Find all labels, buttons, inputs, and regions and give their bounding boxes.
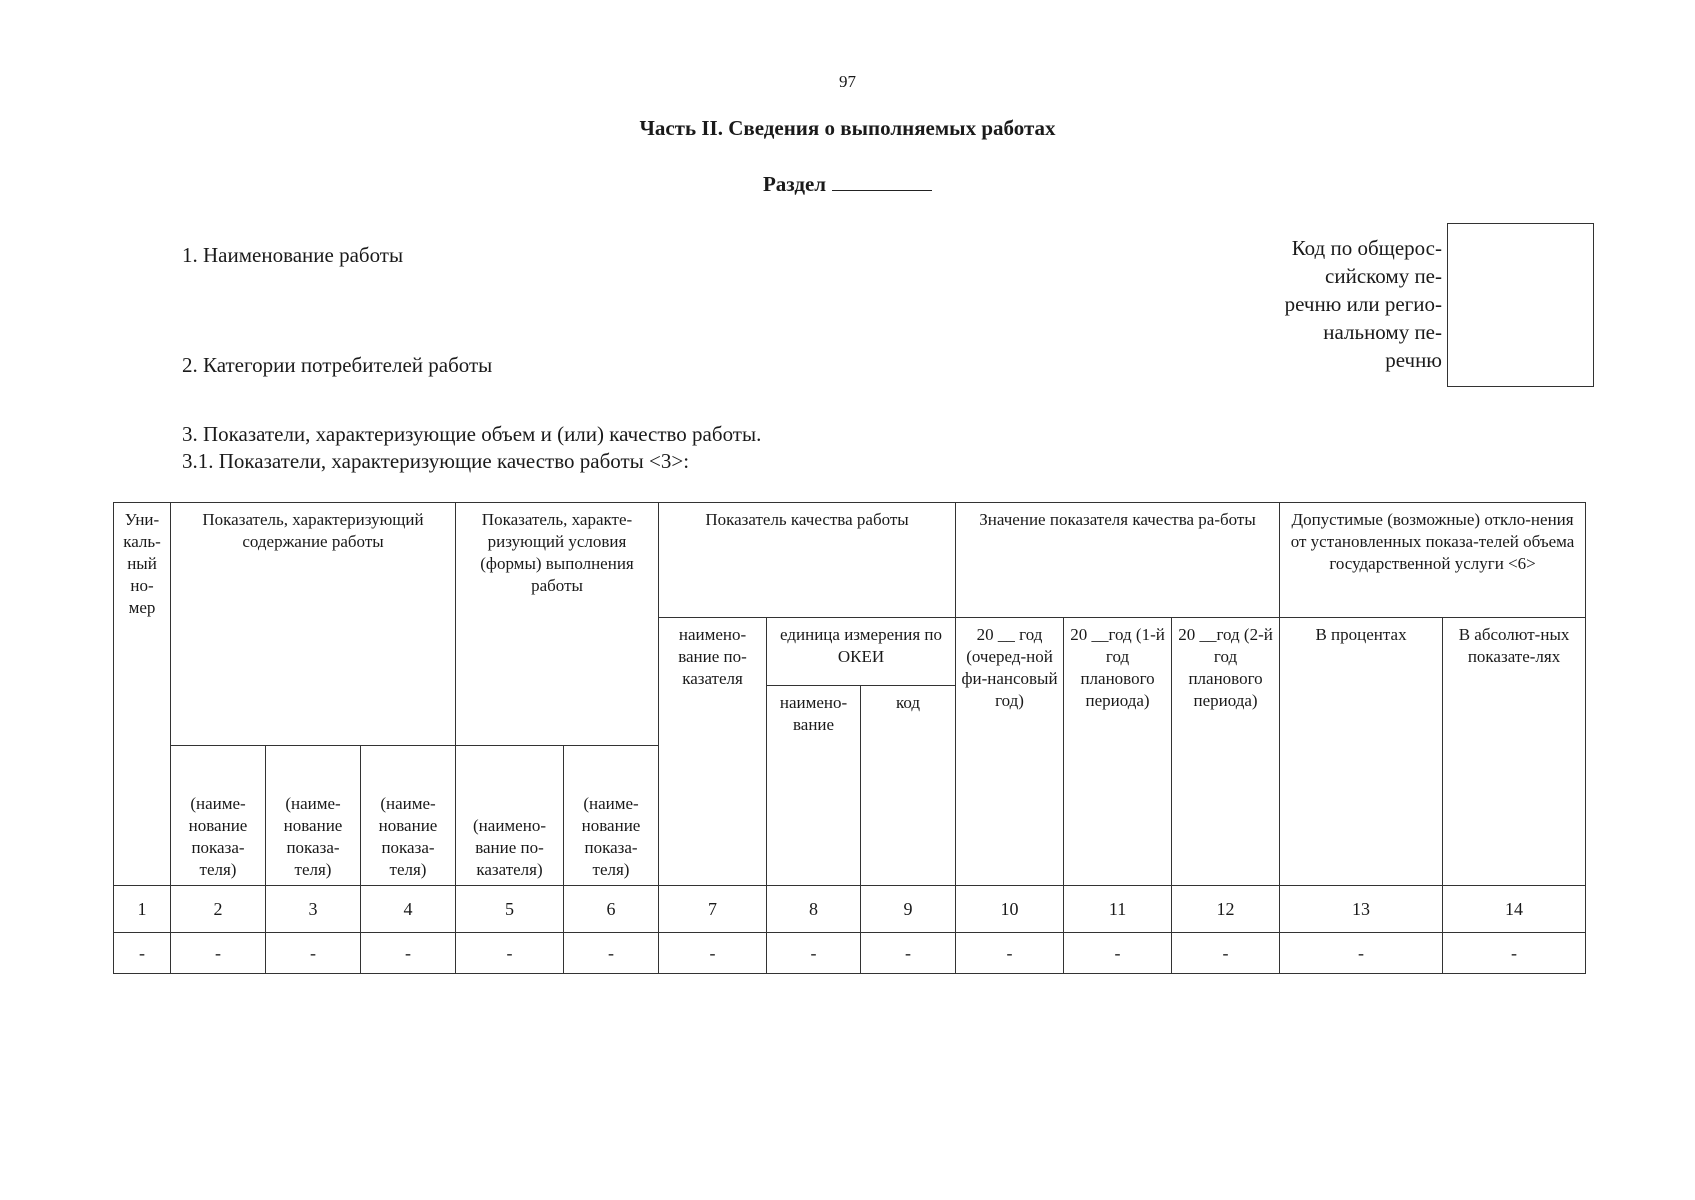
column-number: 3 bbox=[266, 886, 361, 933]
part-title: Часть II. Сведения о выполняемых работах bbox=[639, 116, 1056, 140]
column-number: 10 bbox=[956, 886, 1064, 933]
table-cell[interactable]: - bbox=[956, 933, 1064, 974]
header-unit-code: код bbox=[861, 686, 956, 886]
column-number: 9 bbox=[861, 886, 956, 933]
subheader-conditions-2: (наиме-нование показа-теля) bbox=[564, 746, 659, 886]
table-cell[interactable]: - bbox=[1064, 933, 1172, 974]
subheader-content-3: (наиме-нование показа-теля) bbox=[361, 746, 456, 886]
code-label-line: речню или регио- bbox=[1284, 292, 1442, 316]
header-percent: В процентах bbox=[1280, 618, 1443, 886]
header-content-indicator: Показатель, характеризующий содержание работы bbox=[171, 503, 456, 746]
table-cell[interactable]: - bbox=[361, 933, 456, 974]
subheader-content-2: (наиме-нование показа-теля) bbox=[266, 746, 361, 886]
code-label-line: сийскому пе- bbox=[1325, 264, 1442, 288]
column-number: 12 bbox=[1172, 886, 1280, 933]
subheader-content-1: (наиме-нование показа-теля) bbox=[171, 746, 266, 886]
column-number: 13 bbox=[1280, 886, 1443, 933]
table-cell[interactable]: - bbox=[564, 933, 659, 974]
column-number: 6 bbox=[564, 886, 659, 933]
table-cell[interactable]: - bbox=[1443, 933, 1586, 974]
table-cell[interactable]: - bbox=[861, 933, 956, 974]
table-cell[interactable]: - bbox=[266, 933, 361, 974]
section-number-blank bbox=[832, 172, 932, 191]
quality-indicators-table bbox=[113, 502, 1586, 974]
column-number: 2 bbox=[171, 886, 266, 933]
column-number: 5 bbox=[456, 886, 564, 933]
column-number: 1 bbox=[114, 886, 171, 933]
header-unit-okei: единица измерения по ОКЕИ bbox=[767, 618, 956, 686]
header-quality-indicator: Показатель качества работы bbox=[659, 503, 956, 618]
header-year-1: 20 __ год (очеред-ной фи-нансовый год) bbox=[956, 618, 1064, 886]
subheader-conditions-1: (наимено-вание по-казателя) bbox=[456, 746, 564, 886]
registry-code-label bbox=[1220, 234, 1442, 374]
data-row bbox=[114, 933, 1586, 974]
header-indicator-name: наимено-вание по-казателя bbox=[659, 618, 767, 886]
header-unique-number: Уни- каль- ный но- мер bbox=[114, 503, 171, 886]
page-number: 97 bbox=[839, 72, 856, 91]
consumers-label: 2. Категории потребителей работы bbox=[182, 353, 493, 377]
section-heading bbox=[0, 172, 1695, 197]
column-number: 7 bbox=[659, 886, 767, 933]
header-quality-values: Значение показателя качества ра-боты bbox=[956, 503, 1280, 618]
table-cell[interactable]: - bbox=[456, 933, 564, 974]
header-deviations: Допустимые (возможные) откло-нения от установленных показа-телей объема государственной услуги <6> bbox=[1280, 503, 1586, 618]
header-year-2: 20 __год (1-й год планового периода) bbox=[1064, 618, 1172, 886]
column-numbers-row bbox=[114, 886, 1586, 933]
column-number: 8 bbox=[767, 886, 861, 933]
table-cell[interactable]: - bbox=[114, 933, 171, 974]
work-name-label: 1. Наименование работы bbox=[182, 243, 404, 267]
column-number: 4 bbox=[361, 886, 456, 933]
code-label-line: нальному пе- bbox=[1323, 320, 1442, 344]
registry-code-box[interactable] bbox=[1447, 223, 1594, 387]
header-unit-name: наимено-вание bbox=[767, 686, 861, 886]
code-label-line: Код по общерос- bbox=[1291, 236, 1442, 260]
table-cell[interactable]: - bbox=[1280, 933, 1443, 974]
header-conditions-indicator: Показатель, характе-ризующий условия (формы) выполнения работы bbox=[456, 503, 659, 746]
table-cell[interactable]: - bbox=[1172, 933, 1280, 974]
header-absolute: В абсолют-ных показате-лях bbox=[1443, 618, 1586, 886]
column-number: 11 bbox=[1064, 886, 1172, 933]
header-year-3: 20 __год (2-й год планового периода) bbox=[1172, 618, 1280, 886]
table-cell[interactable]: - bbox=[767, 933, 861, 974]
column-number: 14 bbox=[1443, 886, 1586, 933]
quality-heading: 3.1. Показатели, характеризующие качество работы <3>: bbox=[182, 449, 690, 473]
code-label-line: речню bbox=[1385, 348, 1442, 372]
table-cell[interactable]: - bbox=[659, 933, 767, 974]
table-cell[interactable]: - bbox=[171, 933, 266, 974]
section-label: Раздел bbox=[762, 172, 827, 196]
indicators-heading: 3. Показатели, характеризующие объем и (или) качество работы. bbox=[182, 422, 762, 446]
